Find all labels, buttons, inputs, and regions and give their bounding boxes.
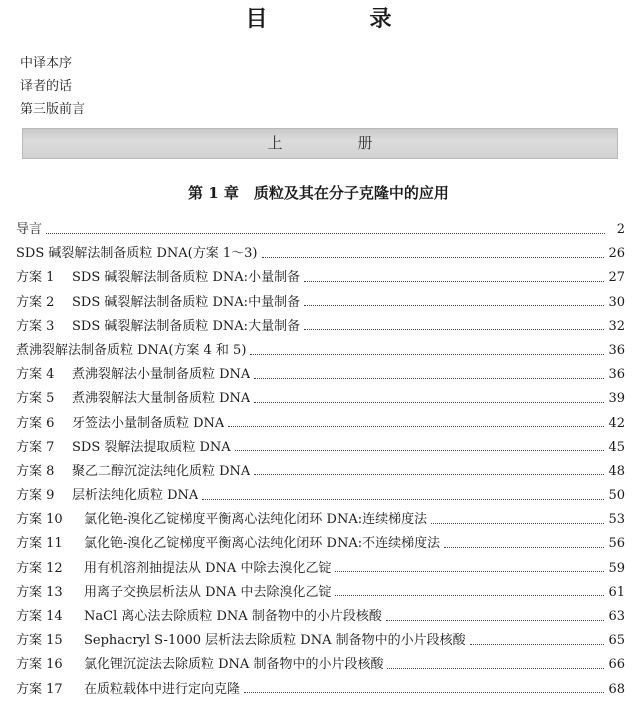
- front-matter-item: 中译本序: [20, 56, 73, 71]
- toc-entry-label: 方案 10: [16, 512, 63, 528]
- toc-entry: [16, 436, 625, 460]
- toc-entry-title: 氯化锂沉淀法去除质粒 DNA 制备物中的小片段核酸: [84, 657, 384, 673]
- toc-list: [16, 218, 625, 702]
- toc-entry-page: 26: [608, 246, 625, 262]
- toc-entry-page: 59: [608, 560, 625, 576]
- toc-entry-label: 方案 11: [16, 536, 63, 552]
- dot-leader: [202, 499, 604, 500]
- dot-leader: [444, 547, 604, 548]
- toc-entry-title: SDS 碱裂解法制备质粒 DNA:小量制备: [72, 270, 301, 286]
- dot-leader: [470, 644, 605, 645]
- toc-entry-page: 48: [608, 463, 625, 479]
- toc-entry-title: 氯化铯-溴化乙锭梯度平衡离心法纯化闭环 DNA:连续梯度法: [84, 512, 428, 528]
- toc-entry-page: 45: [608, 439, 625, 455]
- dot-leader: [304, 329, 604, 330]
- toc-entry-title: SDS 碱裂解法制备质粒 DNA:大量制备: [72, 318, 301, 334]
- dot-leader: [228, 426, 604, 427]
- toc-entry-title: 煮沸裂解法小量制备质粒 DNA: [72, 367, 251, 383]
- chapter-heading: 第 1 章 质粒及其在分子克隆中的应用: [188, 184, 449, 202]
- dot-leader: [262, 257, 605, 258]
- toc-entry-page: 36: [608, 342, 625, 358]
- toc-entry-label: 方案 1: [16, 270, 55, 286]
- toc-entry-title: 层析法纯化质粒 DNA: [72, 488, 199, 504]
- front-matter-item: 译者的话: [20, 79, 73, 94]
- toc-entry: [16, 653, 625, 677]
- dot-leader: [386, 620, 605, 621]
- toc-entry-label: 方案 8: [16, 463, 55, 479]
- dot-leader: [235, 450, 605, 451]
- toc-entry-label: 方案 9: [16, 488, 55, 504]
- dot-leader: [250, 354, 604, 355]
- toc-entry-page: 65: [608, 633, 625, 649]
- toc-entry: [16, 291, 625, 315]
- toc-entry: [16, 387, 625, 411]
- dot-leader: [254, 378, 604, 379]
- toc-entry-title: SDS 裂解法提取质粒 DNA: [72, 439, 231, 455]
- toc-entry-label: 方案 16: [16, 657, 63, 673]
- dot-leader: [254, 402, 604, 403]
- toc-entry: [16, 315, 625, 339]
- dot-leader: [254, 474, 604, 475]
- toc-entry: [16, 557, 625, 581]
- toc-entry-title: Sephacryl S-1000 层析法去除质粒 DNA 制备物中的小片段核酸: [84, 633, 466, 649]
- toc-entry-page: 53: [608, 512, 625, 528]
- toc-entry: [16, 532, 625, 556]
- toc-entry-page: 27: [608, 270, 625, 286]
- toc-entry-label: 方案 5: [16, 391, 55, 407]
- dot-leader: [335, 571, 604, 572]
- toc-entry-title: 聚乙二醇沉淀法纯化质粒 DNA: [72, 463, 251, 479]
- toc-entry-label: 方案 2: [16, 294, 55, 310]
- toc-entry-title: 煮沸裂解法制备质粒 DNA(方案 4 和 5): [16, 342, 247, 358]
- toc-entry-title: 牙签法小量制备质粒 DNA: [72, 415, 225, 431]
- toc-entry-title: 煮沸裂解法大量制备质粒 DNA: [72, 391, 251, 407]
- toc-entry-label: 方案 6: [16, 415, 55, 431]
- dot-leader: [46, 233, 605, 234]
- toc-entry: [16, 460, 625, 484]
- toc-entry: [16, 339, 625, 363]
- toc-entry: [16, 266, 625, 290]
- toc-entry-label: 方案 3: [16, 318, 55, 334]
- toc-entry-label: 方案 14: [16, 609, 63, 624]
- dot-leader: [304, 281, 604, 282]
- toc-entry: [16, 629, 625, 653]
- toc-entry-page: 63: [608, 609, 625, 624]
- front-matter-list: [20, 52, 85, 121]
- toc-entry: [16, 484, 625, 508]
- dot-leader: [431, 523, 604, 524]
- front-matter-item: 第三版前言: [20, 102, 86, 117]
- toc-entry-title: SDS 碱裂解法制备质粒 DNA:中量制备: [72, 294, 301, 310]
- toc-entry-title: SDS 碱裂解法制备质粒 DNA(方案 1～3): [16, 246, 258, 262]
- toc-entry-label: 方案 13: [16, 584, 63, 600]
- toc-entry-title: 导言: [16, 222, 43, 237]
- toc-entry-page: 30: [608, 294, 625, 310]
- dot-leader: [335, 595, 604, 596]
- toc-entry: [16, 412, 625, 436]
- dot-leader: [387, 668, 604, 669]
- toc-entry-label: 方案 17: [16, 681, 63, 697]
- toc-entry-title: 氯化铯-溴化乙锭梯度平衡离心法纯化闭环 DNA:不连续梯度法: [84, 536, 441, 552]
- toc-entry: [16, 218, 625, 242]
- toc-entry-page: 42: [608, 415, 625, 431]
- toc-entry-page: 50: [608, 488, 625, 504]
- toc-entry-label: 方案 7: [16, 439, 55, 455]
- dot-leader: [304, 305, 604, 306]
- toc-entry-page: 68: [608, 681, 625, 697]
- toc-entry-title: NaCl 离心法去除质粒 DNA 制备物中的小片段核酸: [84, 609, 382, 624]
- toc-entry-title: 用有机溶剂抽提法从 DNA 中除去溴化乙锭: [84, 560, 332, 576]
- volume-band: 上 册: [22, 128, 618, 159]
- toc-entry-page: 66: [608, 657, 625, 673]
- toc-entry-page: 39: [608, 391, 625, 407]
- toc-entry-page: 2: [616, 222, 625, 237]
- toc-entry: [16, 581, 625, 605]
- toc-entry: [16, 678, 625, 702]
- toc-entry: [16, 605, 625, 629]
- toc-entry-label: 方案 12: [16, 560, 63, 576]
- toc-entry-page: 32: [608, 318, 625, 334]
- toc-entry-label: 方案 15: [16, 633, 63, 649]
- toc-entry-page: 56: [608, 536, 625, 552]
- dot-leader: [244, 692, 604, 693]
- toc-entry-title: 用离子交换层析法从 DNA 中去除溴化乙锭: [84, 584, 332, 600]
- toc-entry: [16, 363, 625, 387]
- page-title: 目 录: [245, 6, 432, 32]
- toc-entry-page: 61: [608, 584, 625, 600]
- toc-entry-title: 在质粒载体中进行定向克隆: [84, 681, 241, 697]
- toc-entry: [16, 508, 625, 532]
- toc-entry-page: 36: [608, 367, 625, 383]
- toc-entry: [16, 242, 625, 266]
- toc-entry-label: 方案 4: [16, 367, 55, 383]
